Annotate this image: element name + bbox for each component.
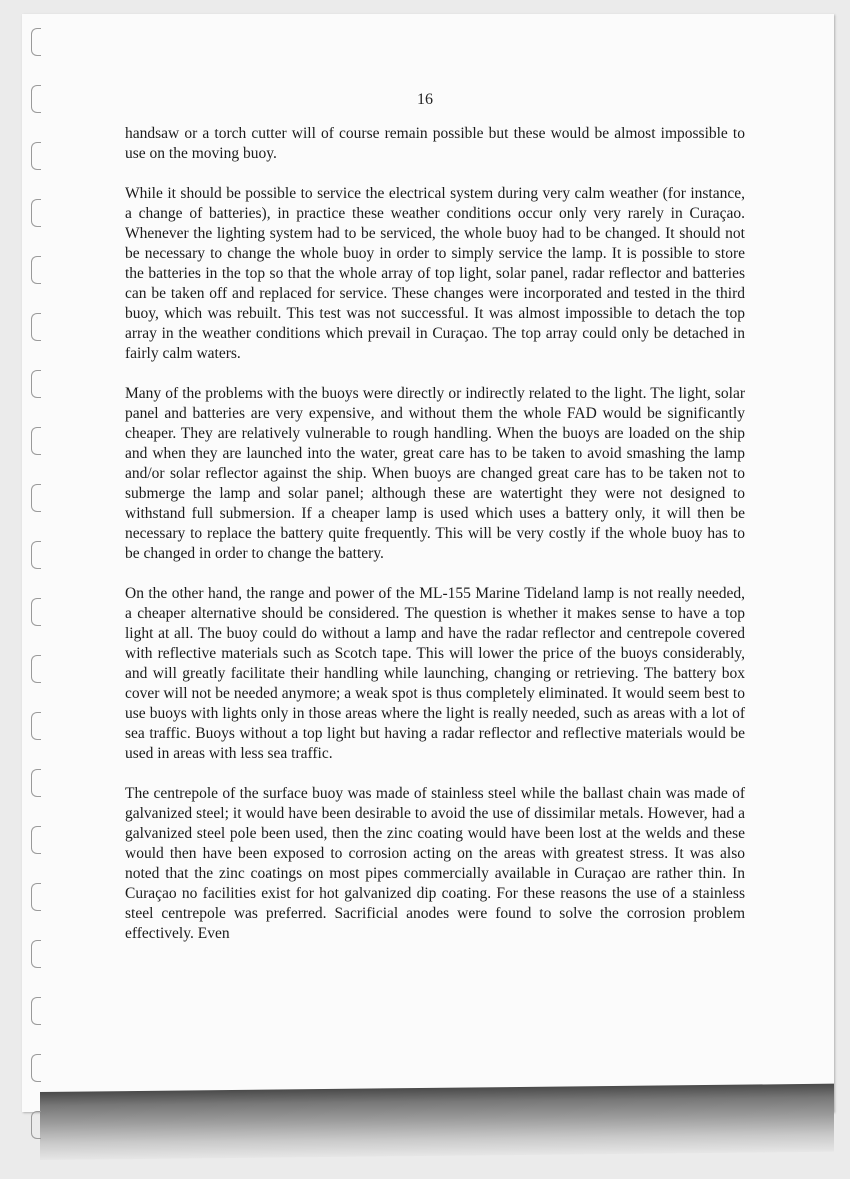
binding-ring xyxy=(31,940,41,968)
binding-ring xyxy=(31,769,41,797)
paragraph: handsaw or a torch cutter will of course remain possible but these would be almost impossible to use on the moving buoy. xyxy=(125,125,745,162)
paragraph: The centrepole of the surface buoy was made of stainless steel while the ballast chain was made of galvanized steel; it would have been desirable to avoid the use of dissimilar metals. However, had a galvanized steel pole been used, then the zinc coating would have been lost at the welds and these would then have been exposed to corrosion acting on the areas with greatest stress. It was also noted that the zinc coatings on most pipes commercially available in Curaçao are rather thin. In Curaçao no facilities exist for hot galvanized dip coating. For these reasons the use of a stainless steel centrepole was preferred. Sacrificial anodes were found to solve the corrosion problem effectively. Even xyxy=(125,785,745,942)
paragraph: While it should be possible to service the electrical system during very calm weather (for instance, a change of batteries), in practice these weather conditions occur only very rarely in Curaçao. Whenever the lighting system had to be serviced, the whole buoy had to be changed. It should not be necessary to change the whole buoy in order to simply service the lamp. It is possible to store the batteries in the top so that the whole array of top light, solar panel, radar reflector and batteries can be taken off and replaced for service. These changes were incorporated and tested in the third buoy, which was rebuilt. This test was not successful. It was almost impossible to detach the top array in the weather conditions which prevail in Curaçao. The top array could only be detached in fairly calm waters. xyxy=(125,185,745,362)
binding-ring xyxy=(31,484,41,512)
binding-ring xyxy=(31,1054,41,1082)
binding-ring xyxy=(31,598,41,626)
binding-ring xyxy=(31,199,41,227)
binding-ring xyxy=(31,313,41,341)
spiral-binding xyxy=(28,20,44,1170)
binding-ring xyxy=(31,256,41,284)
binding-ring xyxy=(31,883,41,911)
paragraph: Many of the problems with the buoys were directly or indirectly related to the light. The light, solar panel and batteries are very expensive, and without them the whole FAD would be significantly cheaper. They are relatively vulnerable to rough handling. When the buoys are loaded on the ship and when they are launched into the water, great care has to be taken to avoid smashing the lamp and/or solar reflector against the ship. When buoys are changed great care has to be taken not to submerge the lamp and solar panel; although these are watertight they were not designed to withstand full submersion. If a cheaper lamp is used which uses a battery only, it will then be necessary to replace the battery quite frequently. This will be very costly if the whole buoy has to be changed in order to change the battery. xyxy=(125,385,745,562)
binding-ring xyxy=(31,655,41,683)
binding-ring xyxy=(31,541,41,569)
body-text xyxy=(125,124,745,964)
binding-ring xyxy=(31,1111,41,1139)
binding-ring xyxy=(31,370,41,398)
binding-ring xyxy=(31,427,41,455)
binding-ring xyxy=(31,28,41,56)
binding-ring xyxy=(31,826,41,854)
binding-ring xyxy=(31,142,41,170)
binding-ring xyxy=(31,997,41,1025)
page-number: 16 xyxy=(417,91,433,108)
paragraph: On the other hand, the range and power of the ML-155 Marine Tideland lamp is not really needed, a cheaper alternative should be considered. The question is whether it makes sense to have a top light at all. The buoy could do without a lamp and have the radar reflector and centrepole covered with reflective materials such as Scotch tape. This will lower the price of the buoys considerably, and will greatly facilitate their handling while launching, changing or retrieving. The battery box cover will not be needed anymore; a weak spot is thus completely eliminated. It would seem best to use buoys with lights only in those areas where the light is really needed, such as areas with a lot of sea traffic. Buoys without a top light but having a radar reflector and reflective materials would be used in areas with less sea traffic. xyxy=(125,585,745,762)
page-edge-shadow xyxy=(40,1084,834,1160)
binding-ring xyxy=(31,712,41,740)
